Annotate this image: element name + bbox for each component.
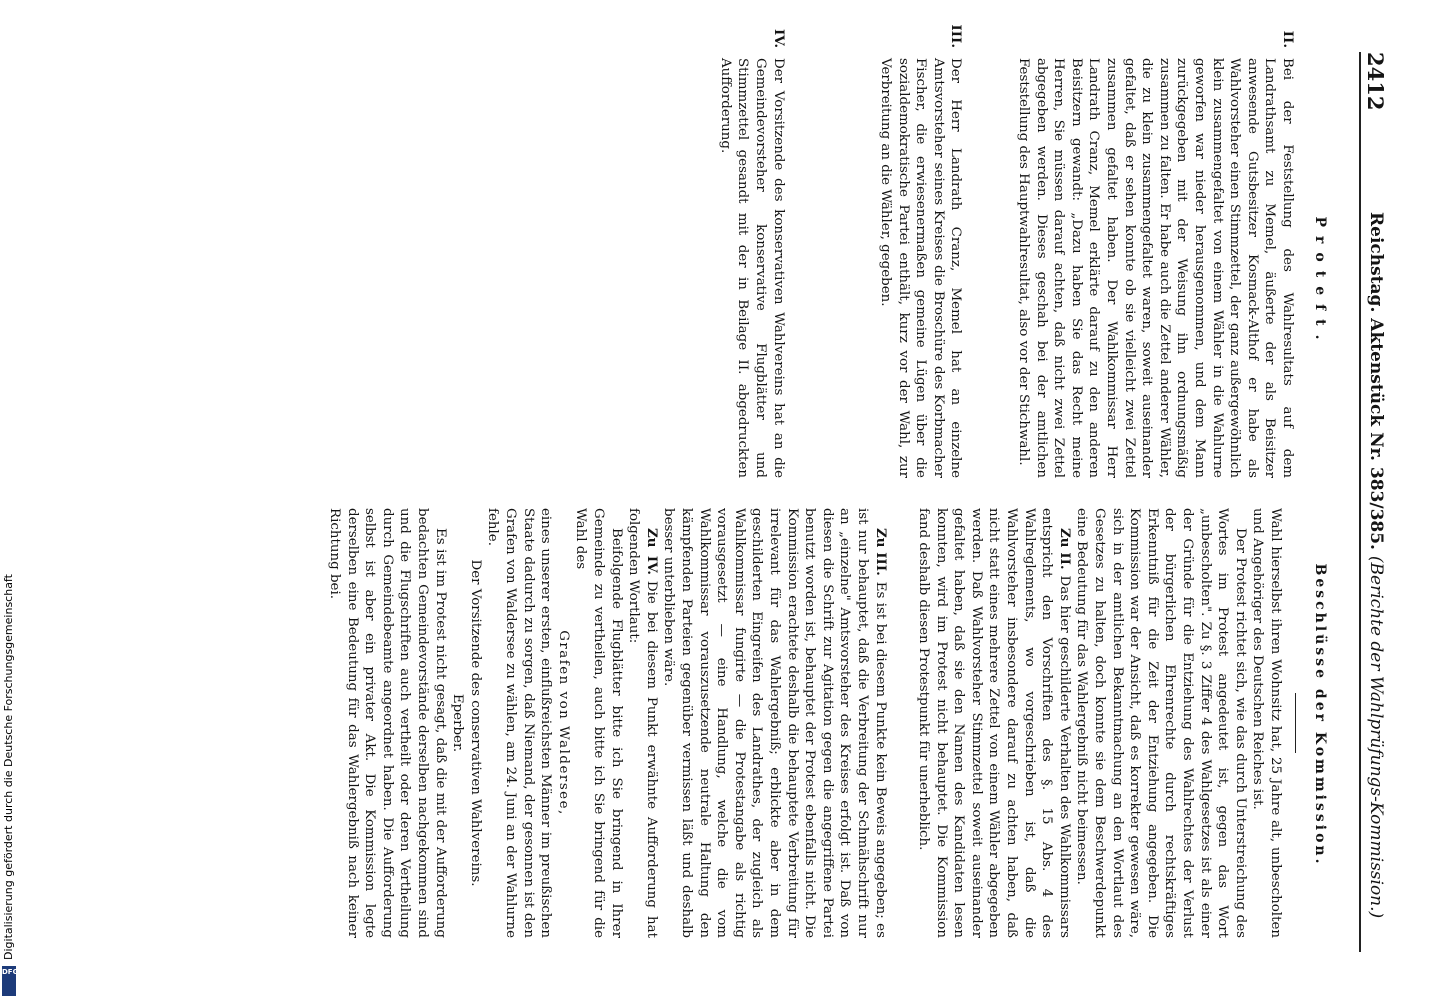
paragraph-text: Die bei diesem Punkt erwähnte Aufforderung hat folgenden Wortlaut: bbox=[626, 508, 659, 938]
quoted-signature-name bbox=[449, 508, 467, 938]
paragraph-number: III. bbox=[948, 24, 965, 48]
commission-paragraph bbox=[326, 508, 449, 938]
point-reference: Zu II. bbox=[1056, 528, 1073, 570]
protest-paragraph bbox=[716, 29, 787, 478]
paragraph-text: Das hier geschilderte Verhalten des Wahlkommissars entspricht den Vorschriften des §. 15 Abs. 4 des Wahlreglements, wo vorgeschrieben ist, daß die Wahlvorsteher insbesondere darauf zu achten haben, daß nicht statt eines mehrere Zettel von einem Wähler abgegeben werden. Daß Wahlvorsteher Stimmzettel soweit auseinander gefaltet haben, daß sie den Namen des Kandidaten lesen konnten, wird im Protest nicht behauptet. Die Kommission fand deshalb diesen Protestpunkt für unerheblich. bbox=[916, 508, 1072, 938]
quoted-paragraph bbox=[484, 508, 554, 938]
protest-paragraph bbox=[877, 24, 965, 478]
paragraph-text: Grafen von Waldersee, bbox=[555, 630, 571, 816]
header-rule bbox=[1359, 52, 1361, 952]
left-column-heading: Proteft. bbox=[1312, 216, 1328, 349]
paragraph-text: Wahl hierselbst ihren Wohnsitz hat, 25 Jahre alt, unbescholten und Angehöriger des Deutschen Reiches ist. bbox=[1250, 508, 1283, 938]
funding-note-text: Digitalisierung gefördert durch die Deutsche Forschungsgemeinschaft bbox=[2, 574, 15, 960]
funding-sidenote bbox=[0, 0, 18, 1000]
page-title-sub: (Berichte der Wahlprüfungs-Kommission.) bbox=[1366, 555, 1386, 919]
paragraph-text: Der Vorsitzende des conservativen Wahlvereins. bbox=[467, 559, 483, 887]
paragraph-text: Es ist bei diesem Punkte kein Beweis angegeben; es ist nur behauptet, daß die Verbreitung der Schmähschrift nur an „einzelne" Amtsvorsteher des Kreises erfolgt ist. Daß von diesen die Schrift zur Agitation gegen die angegriffene Partei benutzt worden ist, behauptet der Protest ebenfalls nicht. Die Kommission erachtete deshalb die behauptete Verbreitung für irrelevant für das Wahlergebniß; erblickte aber in dem geschilderten Eingreifen des Landrathes, der zugleich als Wahlkommissar fungirte — die Protestangabe als richtig vorausgesetzt — eine Handlung, welche die vom Wahlkommissar vorauszusetzende neutrale Haltung den kämpfenden Parteien gegenüber vermissen läßt und deshalb besser unterblieben wäre. bbox=[661, 508, 888, 938]
page-header bbox=[1346, 52, 1394, 952]
page-title-main: Reichstag. Aktenstück Nr. 383/385. bbox=[1366, 212, 1386, 550]
right-column-heading: Beschlüsse der Kommission. bbox=[1312, 563, 1328, 867]
page-title bbox=[1366, 212, 1386, 918]
commission-paragraph bbox=[1249, 508, 1284, 938]
paragraph-text: Es ist im Protest nicht gesagt, daß die mit der Aufforderung bedachten Gemeindevorstände derselben nachgekommen sind und die Flugschriften auch vertheilt oder deren Vertheilung durch Gemeindebeamte angeordnet haben. Die Aufforderung selbst ist aber ein privater Akt. Die Kommission legte derselben eine Bedeutung für das Wahlergebniß nach keiner Richtung bei. bbox=[327, 508, 448, 938]
heading-rule bbox=[1295, 693, 1296, 753]
quoted-signature-title bbox=[466, 508, 484, 938]
paragraph-text: Bei der Feststellung des Wahlresultats auf dem Landrathsamt zu Memel, äußerte der als Beisitzer anwesende Gutsbesitzer Kosmack-Althof er habe als Wahlvorsteher einen Stimmzettel, der ganz außergewöhnlich klein zusammengefaltet von einem Wähler in die Wahlurne geworfen war nieder herausgenommen, und dem Mann zurückgegeben mit der Weisung ihn ordnungsmäßig zusammen zu falten. Er habe auch die Zettel anderer Wähler, die zu klein zusammengefaltet waren, soweit auseinander gefaltet, daß er sehen konnte ob sie vielleicht zwei Zettel zusammen gefaltet haben. Der Wahlkommissar Herr Landrath Cranz, Memel erklärte darauf zu den anderen Beisitzern gewandt: „Dazu haben Sie das Recht meine Herren, Sie müssen darauf achten, daß nicht zwei Zettel abgegeben werden. Dieses geschah bei der amtlichen Feststellung des Hauptwahlresultat, also vor der Stichwahl. bbox=[1016, 58, 1295, 478]
paragraph-text: Der Herr Landrath Cranz, Memel hat an einzelne Amtsvorsteher seines Kreises die Broschüre des Korbmacher Fischer, die erwiesenermaßen gemeine Lügen über die sozialdemokratische Partei enthält, kurz vor der Wahl, zur Verbreitung an die Wähler, gegeben. bbox=[878, 58, 964, 478]
point-reference: Zu III. bbox=[872, 528, 889, 576]
paragraph-number: IV. bbox=[770, 29, 787, 48]
quoted-candidate-name bbox=[554, 508, 572, 938]
protest-column bbox=[716, 24, 1296, 478]
point-reference: Zu IV. bbox=[643, 528, 660, 575]
quoted-paragraph bbox=[572, 508, 625, 938]
page-number: 2412 bbox=[1363, 52, 1388, 111]
paragraph-text: Der Vorsitzende des konservativen Wahlvereins hat an die Gemeindevorsteher konservative Flugblätter und Stimmzettel gesandt mit der in Beilage II. abgedruckten Aufforderung. bbox=[717, 58, 786, 478]
dfg-logo-icon bbox=[2, 966, 19, 996]
paragraph-text: Eperber. bbox=[450, 693, 466, 753]
commission-column bbox=[326, 508, 1284, 938]
paragraph-text: Der Protest richtet sich, wie das durch Unterstreichung des Wortes im Protest angedeutet ist, gegen das Wort „unbescholten". Zu §. 3 Ziffer 4 des Wahlgesetzes ist als einer der Gründe für die Entziehung des Wahlrechtes der Verlust der bürgerlichen Ehrenrechte durch rechtskräftiges Erkenntniß für die Zeit der Entziehung angegeben. Die Kommission war der Ansicht, daß es korrekter gewesen wäre, sich in der amtlichen Bekanntmachung an den Wortlaut des Gesetzes zu halten, doch konnte sie dem Beschwerdepunkt eine Bedeutung für das Wahlergebniß nicht beimessen. bbox=[1074, 508, 1248, 938]
commission-paragraph bbox=[625, 508, 660, 938]
paragraph-text: eines unserer ersten, einflußreichsten Männer im preußischen Staate dadurch zu sorgen, daß Niemand, der gesonnen ist den Grafen von Waldersee zu wählen, am 24. Juni an der Wahlurne fehle. bbox=[485, 508, 554, 938]
paragraph-text: Beifolgende Flugblätter bitte ich Sie bringend in Ihrer Gemeinde zu vertheilen, auch bitte ich Sie bringend für die Wahl des bbox=[573, 508, 624, 938]
protest-paragraph bbox=[1015, 30, 1297, 478]
commission-paragraph bbox=[915, 508, 1073, 938]
paragraph-number: II. bbox=[1280, 30, 1296, 48]
dfg-logo-text: DFG bbox=[2, 968, 19, 976]
commission-paragraph bbox=[660, 508, 889, 938]
commission-paragraph bbox=[1073, 508, 1249, 938]
